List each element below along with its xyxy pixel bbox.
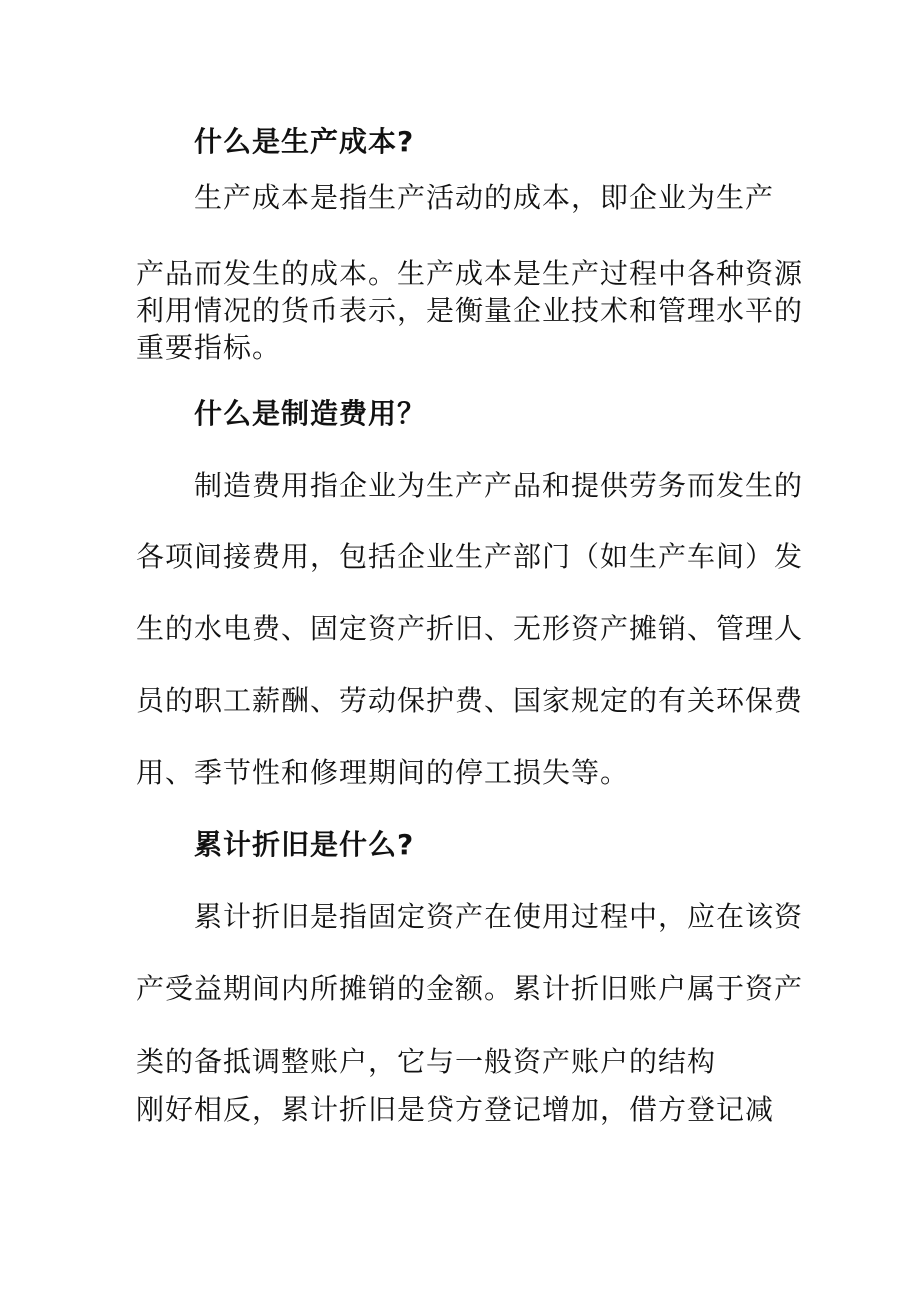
paragraph-line: 生的水电费、固定资产折旧、无形资产摊销、管理人 bbox=[136, 612, 804, 645]
paragraph-line: 类的备抵调整账户，它与一般资产账户的结构 bbox=[136, 1045, 717, 1078]
heading-manufacturing-overhead: 什么是制造费用？ bbox=[194, 397, 427, 430]
paragraph-line: 员的职工薪酬、劳动保护费、国家规定的有关环保费 bbox=[136, 684, 804, 717]
paragraph-line: 刚好相反，累计折旧是贷方登记增加，借方登记减 bbox=[136, 1093, 775, 1126]
paragraph-line: 累计折旧是指固定资产在使用过程中，应在该资 bbox=[194, 900, 804, 933]
paragraph-line: 各项间接费用，包括企业生产部门（如生产车间）发 bbox=[136, 540, 804, 573]
paragraph-line: 制造费用指企业为生产产品和提供劳务而发生的 bbox=[194, 469, 804, 502]
heading-production-cost: 什么是生产成本? bbox=[194, 125, 415, 158]
paragraph-line: 产品而发生的成本。生产成本是生产过程中各种资源 bbox=[136, 257, 804, 290]
paragraph-line: 产受益期间内所摊销的金额。累计折旧账户属于资产 bbox=[136, 972, 804, 1005]
paragraph-line: 利用情况的货币表示，是衡量企业技术和管理水平的 bbox=[136, 294, 804, 327]
paragraph-line: 用、季节性和修理期间的停工损失等。 bbox=[136, 756, 630, 789]
heading-accumulated-depreciation: 累计折旧是什么? bbox=[194, 828, 415, 861]
paragraph-line: 生产成本是指生产活动的成本，即企业为生产 bbox=[194, 181, 775, 214]
paragraph-line: 重要指标。 bbox=[136, 331, 282, 364]
